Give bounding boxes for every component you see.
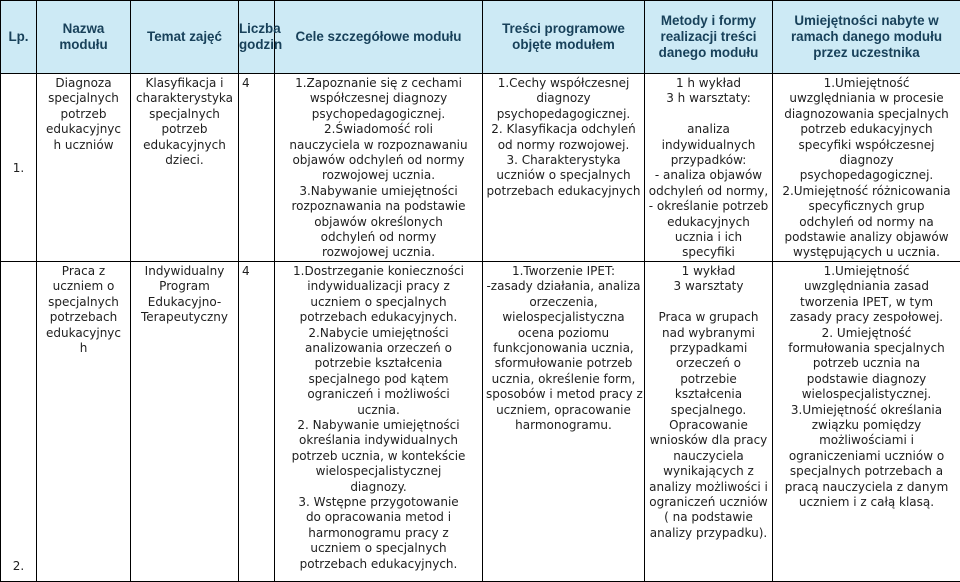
skills-line: uwzględniania w procesie: [776, 91, 957, 106]
module-name-line: Praca z: [40, 264, 127, 279]
skills-line: specyficznych grup: [776, 199, 957, 214]
content-line: funkcjonowania ucznia,: [486, 341, 641, 356]
cell-module-name: [37, 261, 131, 581]
methods-line: ograniczeń uczniów: [648, 495, 769, 510]
skills-line: uwzględniania zasad: [776, 279, 957, 294]
skills-line: 1.Umiejętność: [776, 264, 957, 279]
methods-line: 3 h warsztaty:: [648, 91, 769, 106]
skills-line: występujących u ucznia.: [776, 245, 957, 260]
goals-line: potrzebach edukacyjnych.: [278, 310, 479, 325]
content-line: diagnozy: [486, 91, 641, 106]
cell-methods: [645, 261, 773, 581]
header-skills: Umiejętności nabyte w ramach danego modułu przez uczestnika: [773, 1, 960, 74]
goals-line: objawów określonych: [278, 215, 479, 230]
topic-line: Klasyfikacja i: [134, 76, 235, 91]
methods-line: specyfiki: [648, 245, 769, 260]
skills-line: związku pomiędzy: [776, 418, 957, 433]
content-line: wielospecjalistyczna: [486, 310, 641, 325]
module-name-line: potrzebach: [40, 310, 127, 325]
methods-line: ( na podstawie: [648, 510, 769, 525]
skills-line: psychopedagogicznej.: [776, 168, 957, 183]
methods-line: analizy przypadku).: [648, 526, 769, 541]
row-number: 2.: [1, 261, 37, 581]
content-line: potrzebach edukacyjnych: [486, 184, 641, 199]
header-module-name: Nazwa modułu: [37, 1, 131, 74]
skills-line: specjalnych potrzebach a: [776, 464, 957, 479]
skills-line: zasady pracy zespołowej.: [776, 310, 957, 325]
module-name-line: edukacyjnyc: [40, 326, 127, 341]
methods-line: Praca w grupach: [648, 310, 769, 325]
goals-line: współczesnej diagnozy: [278, 91, 479, 106]
methods-line: 1 wykład: [648, 264, 769, 279]
goals-line: harmonogramu pracy z: [278, 526, 479, 541]
goals-line: objawów odchyleń od normy: [278, 153, 479, 168]
content-line: 2. Klasyfikacja odchyleń: [486, 122, 641, 137]
methods-line: [648, 295, 769, 310]
module-name-line: specjalnych: [40, 91, 127, 106]
methods-line: 3 warsztaty: [648, 279, 769, 294]
skills-line: wielospecjalistycznej.: [776, 387, 957, 402]
goals-line: odchyleń od normy: [278, 230, 479, 245]
goals-line: 1.Zapoznanie się z cechami: [278, 76, 479, 91]
topic-line: edukacyjnych: [134, 138, 235, 153]
goals-line: ograniczeń i możliwości: [278, 387, 479, 402]
content-line: uczniów o specjalnych: [486, 168, 641, 183]
methods-line: - określanie potrzeb: [648, 199, 769, 214]
methods-line: wniosków dla pracy: [648, 433, 769, 448]
content-line: psychopedagogicznej.: [486, 107, 641, 122]
content-line: sformułowanie potrzeb: [486, 356, 641, 371]
methods-line: - analiza objawów: [648, 168, 769, 183]
content-line: 3. Charakterystyka: [486, 153, 641, 168]
methods-line: wynikających z: [648, 464, 769, 479]
skills-line: formułowania specjalnych: [776, 341, 957, 356]
topic-line: Edukacyjno-: [134, 295, 235, 310]
module-name-line: h: [40, 341, 127, 356]
goals-line: indywidualizacji pracy z: [278, 279, 479, 294]
methods-line: edukacyjnych: [648, 215, 769, 230]
skills-line: możliwościami i: [776, 433, 957, 448]
goals-line: 3. Wstępne przygotowanie: [278, 495, 479, 510]
methods-line: przypadkami: [648, 341, 769, 356]
content-line: ucznia, określenie form,: [486, 372, 641, 387]
cell-goals: [275, 74, 483, 262]
skills-line: uczniem i z całą klasą.: [776, 495, 957, 510]
skills-line: 1.Umiejętność: [776, 76, 957, 91]
skills-line: ograniczeniami uczniów o: [776, 449, 957, 464]
methods-line: nad wybranymi: [648, 326, 769, 341]
goals-line: 2.Nabycie umiejętności: [278, 326, 479, 341]
skills-line: specyfiki współczesnej: [776, 138, 957, 153]
content-line: harmonogramu.: [486, 418, 641, 433]
methods-line: przypadków:: [648, 153, 769, 168]
goals-line: 3.Nabywanie umiejętności: [278, 184, 479, 199]
methods-line: nauczyciela: [648, 449, 769, 464]
topic-line: specjalnych: [134, 107, 235, 122]
goals-line: 2.Świadomość roli: [278, 122, 479, 137]
topic-line: Terapeutyczny: [134, 310, 235, 325]
goals-line: uczniem o specjalnych: [278, 295, 479, 310]
goals-line: ucznia.: [278, 403, 479, 418]
skills-line: diagnozy: [776, 153, 957, 168]
skills-line: 3.Umiejętność określania: [776, 403, 957, 418]
content-line: ocena poziomu: [486, 326, 641, 341]
skills-line: podstawie analizy objawów: [776, 230, 957, 245]
content-line: od normy rozwojowej.: [486, 138, 641, 153]
methods-line: odchyleń od normy,: [648, 184, 769, 199]
module-name-line: potrzeb: [40, 107, 127, 122]
goals-line: 2. Nabywanie umiejętności: [278, 418, 479, 433]
content-line: orzeczenia,: [486, 295, 641, 310]
methods-line: ucznia i ich: [648, 230, 769, 245]
module-name-line: specjalnych: [40, 295, 127, 310]
goals-line: rozwojowej ucznia.: [278, 168, 479, 183]
header-goals: Cele szczegółowe modułu: [275, 1, 483, 74]
topic-line: potrzeb: [134, 122, 235, 137]
cell-hours: 4: [239, 74, 275, 262]
goals-line: 1.Dostrzeganie konieczności: [278, 264, 479, 279]
goals-line: potrzeb ucznia, w kontekście: [278, 449, 479, 464]
cell-module-name: [37, 74, 131, 262]
skills-line: 2. Umiejętność: [776, 326, 957, 341]
module-name-line: uczniem o: [40, 279, 127, 294]
skills-line: 2.Umiejętność różnicowania: [776, 184, 957, 199]
topic-line: dzieci.: [134, 153, 235, 168]
goals-line: diagnozy.: [278, 480, 479, 495]
goals-line: specjalnego pod kątem: [278, 372, 479, 387]
table-row: [1, 74, 960, 262]
header-content: Treści programowe objęte modułem: [483, 1, 645, 74]
module-name-line: Diagnoza: [40, 76, 127, 91]
methods-line: indywidualnych: [648, 138, 769, 153]
goals-line: rozpoznawania na podstawie: [278, 199, 479, 214]
content-line: 1.Cechy współczesnej: [486, 76, 641, 91]
goals-line: nauczyciela w rozpoznawaniu: [278, 138, 479, 153]
cell-skills: [773, 261, 960, 581]
skills-line: pracą nauczyciela z danym: [776, 480, 957, 495]
topic-line: Indywidualny: [134, 264, 235, 279]
methods-line: orzeczeń o: [648, 356, 769, 371]
skills-line: potrzeb ucznia na: [776, 356, 957, 371]
skills-line: tworzenia IPET, w tym: [776, 295, 957, 310]
header-methods: Metody i formy realizacji treści danego modułu: [645, 1, 773, 74]
cell-methods: [645, 74, 773, 262]
cell-topic: [131, 261, 239, 581]
topic-line: Program: [134, 279, 235, 294]
cell-content: [483, 261, 645, 581]
cell-topic: [131, 74, 239, 262]
topic-line: charakterystyka: [134, 91, 235, 106]
cell-content: [483, 74, 645, 262]
goals-line: analizowania orzeczeń o: [278, 341, 479, 356]
goals-line: psychopedagogicznej.: [278, 107, 479, 122]
content-line: uczniem, opracowanie: [486, 403, 641, 418]
module-name-line: edukacyjnyc: [40, 122, 127, 137]
methods-line: analizy możliwości i: [648, 480, 769, 495]
header-lp: Lp.: [1, 1, 37, 74]
goals-line: potrzebach edukacyjnych.: [278, 557, 479, 572]
cell-skills: [773, 74, 960, 262]
skills-line: diagnozowania specjalnych: [776, 107, 957, 122]
skills-line: odchyleń od normy na: [776, 215, 957, 230]
content-line: sposobów i metod pracy z: [486, 387, 641, 402]
content-line: 1.Tworzenie IPET:: [486, 264, 641, 279]
goals-line: potrzebie kształcenia: [278, 356, 479, 371]
methods-line: 1 h wykład: [648, 76, 769, 91]
methods-line: potrzebie: [648, 372, 769, 387]
table-row: [1, 261, 960, 581]
cell-hours: 4: [239, 261, 275, 581]
header-topic: Temat zajęć: [131, 1, 239, 74]
goals-line: wielospecjalistycznej: [278, 464, 479, 479]
module-name-line: h uczniów: [40, 138, 127, 153]
goals-line: do opracowania metod i: [278, 510, 479, 525]
content-line: -zasady działania, analiza: [486, 279, 641, 294]
goals-line: określania indywidualnych: [278, 433, 479, 448]
header-row: [1, 1, 960, 74]
methods-line: kształcenia: [648, 387, 769, 402]
goals-line: uczniem o specjalnych: [278, 541, 479, 556]
methods-line: [648, 107, 769, 122]
cell-goals: [275, 261, 483, 581]
header-hours: Liczba godzin: [239, 1, 275, 74]
skills-line: potrzeb edukacyjnych: [776, 122, 957, 137]
skills-line: podstawie diagnozy: [776, 372, 957, 387]
methods-line: analiza: [648, 122, 769, 137]
methods-line: specjalnego.: [648, 403, 769, 418]
goals-line: rozwojowej ucznia.: [278, 245, 479, 260]
methods-line: Opracowanie: [648, 418, 769, 433]
row-number: 1.: [1, 74, 37, 262]
